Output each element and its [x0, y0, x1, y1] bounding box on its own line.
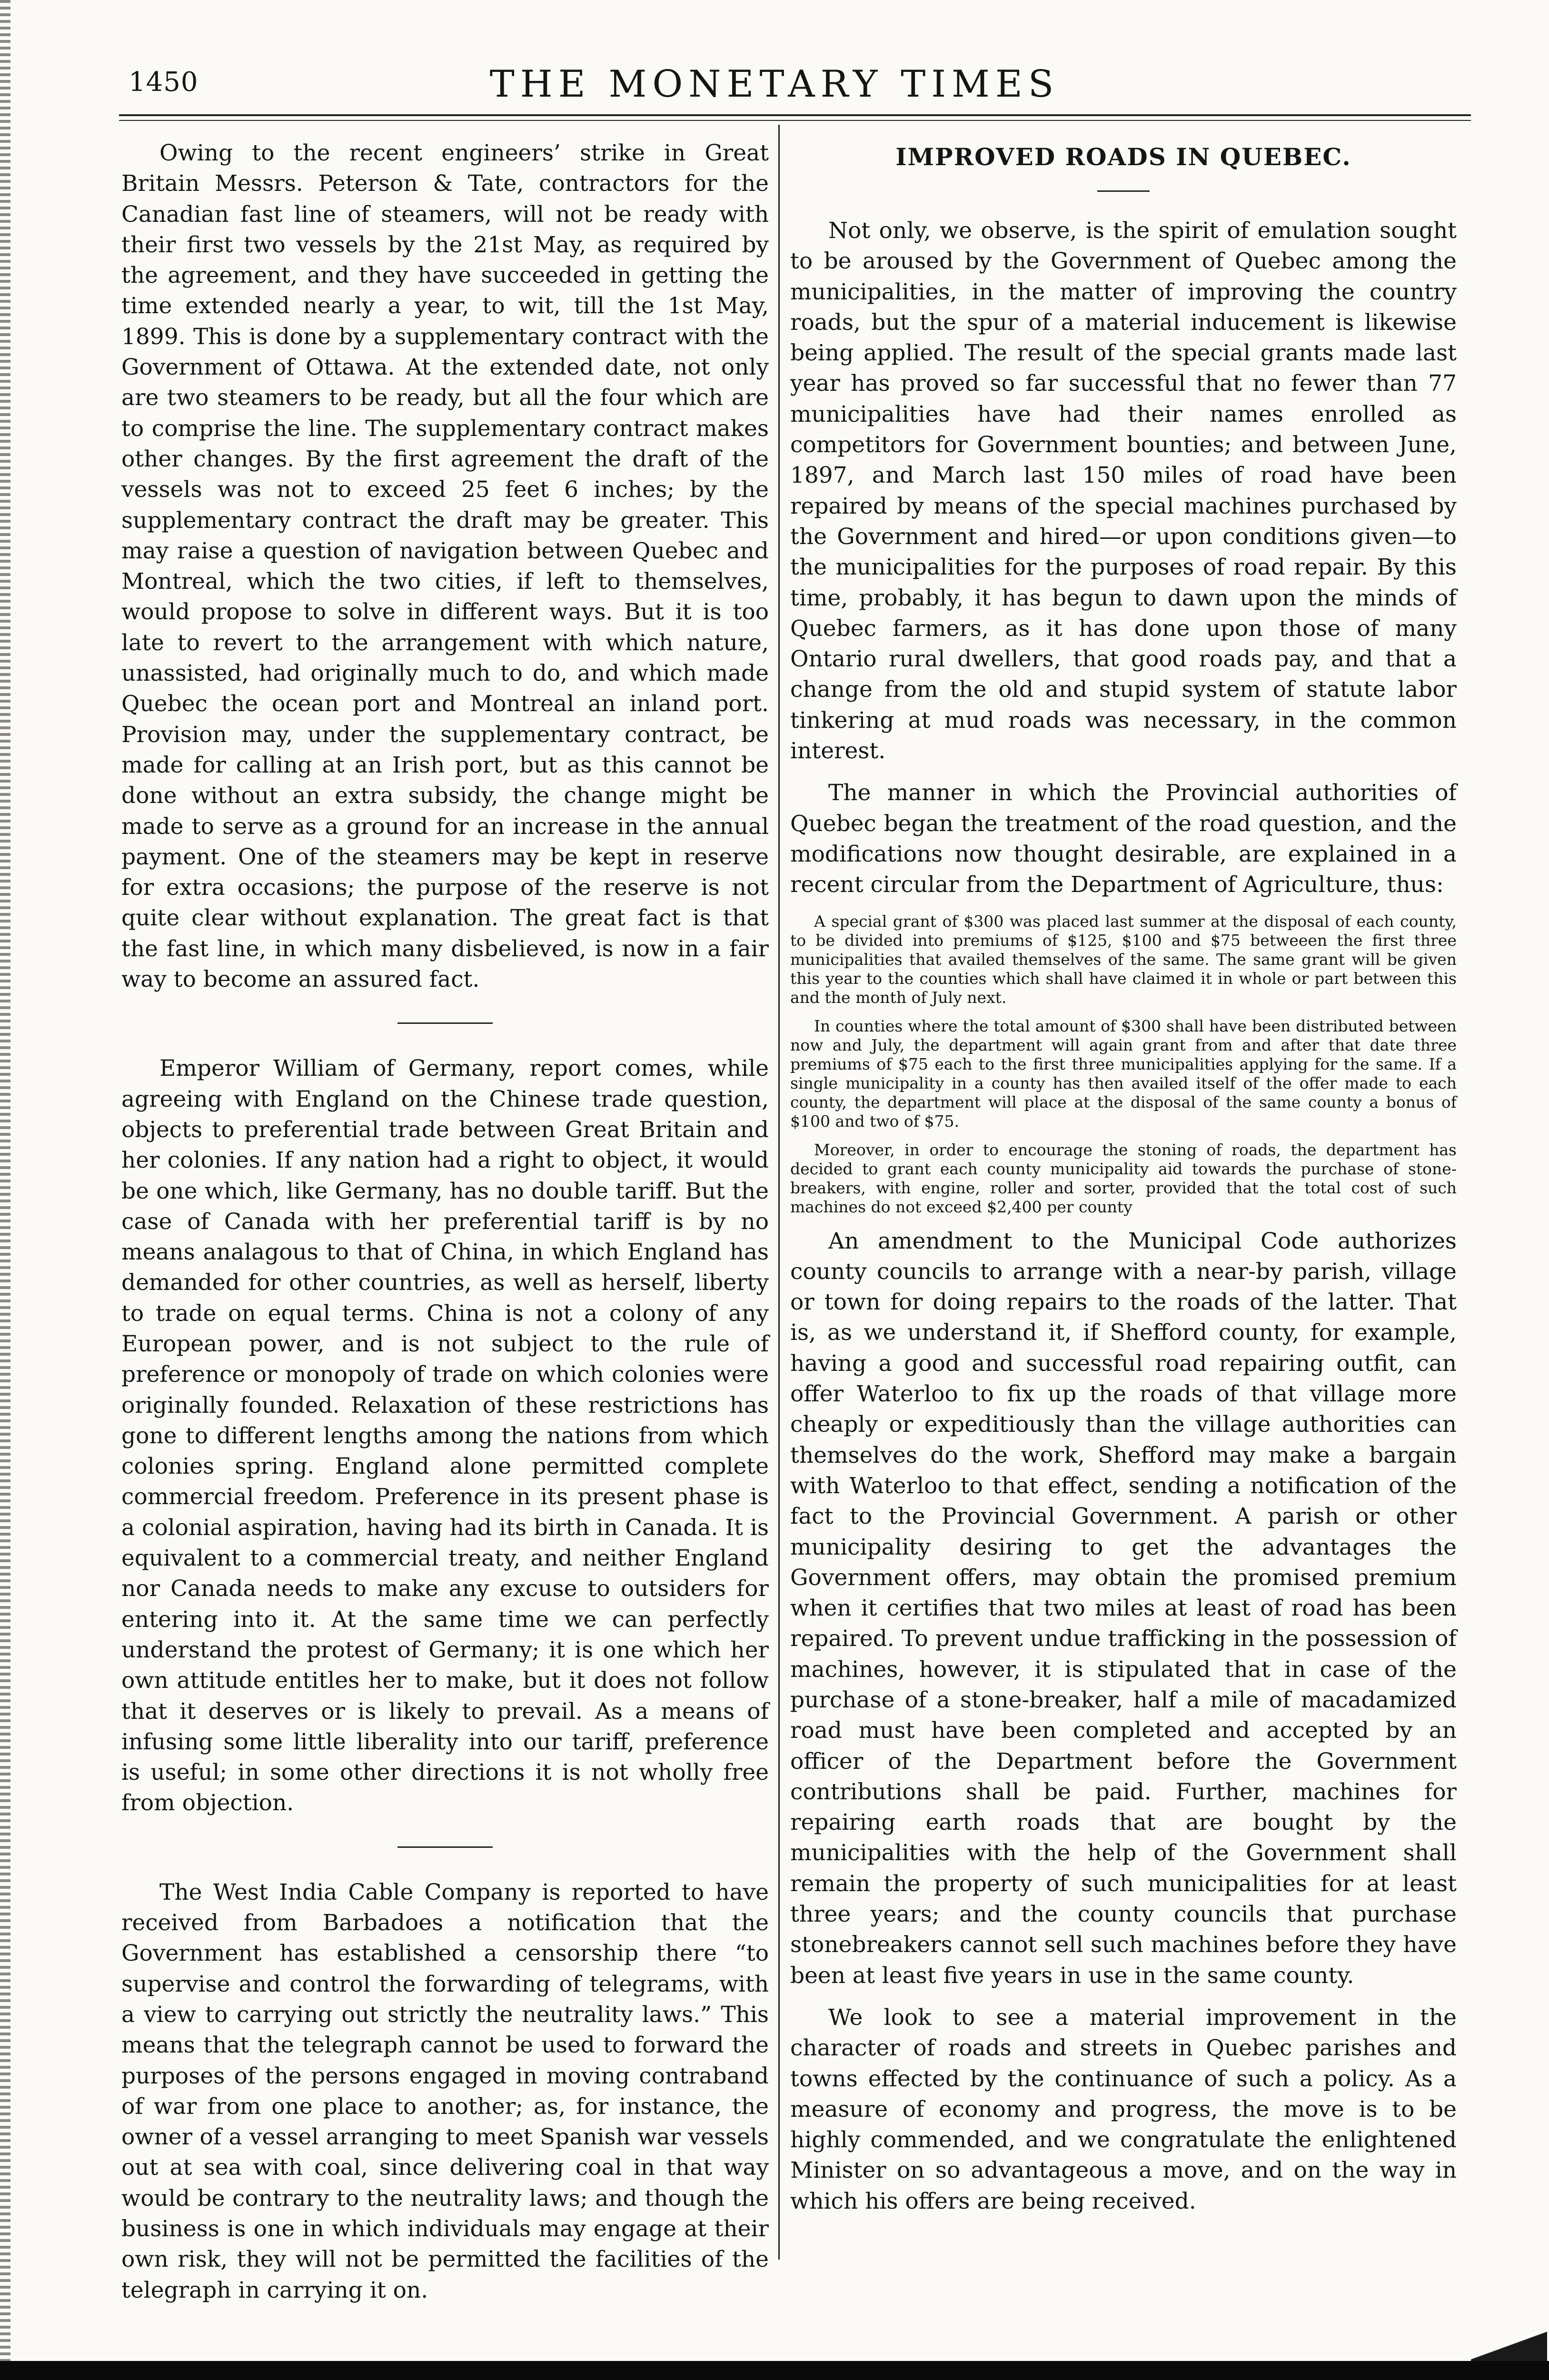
- circular-quote-3: Moreover, in order to encourage the stoning of roads, the department has decided to grant each county municipality aid towards the purchase of stone-breakers, with engine, roller and sorter, provided that the total cost of such machines do not exceed $2,400 per county: [790, 1140, 1457, 1216]
- right-column: [790, 138, 1457, 2217]
- roads-paragraph-1: Not only, we observe, is the spirit of emulation sought to be aroused by the Government of Quebec among the municipalities, in the matter of improving the country roads, but the spur of a material inducement is likewise being applied. The result of the special grants made last year has proved so far successful that no fewer than 77 municipalities have had their names enrolled as competitors for Government bounties; and between June, 1897, and March last 150 miles of road have been repaired by means of the special machines purchased by the Government and hired—or upon conditions given—to the municipalities for the purposes of road repair. By this time, probably, it has begun to dawn upon the minds of Quebec farmers, as it has done upon those of many Ontario rural dwellers, that good roads pay, and that a change from the old and stupid system of statute labor tinkering at mud roads was necessary, in the common interest.: [790, 218, 1457, 764]
- header-rule-thin: [119, 120, 1471, 121]
- section-separator: [397, 1022, 493, 1024]
- article-headline: IMPROVED ROADS IN QUEBEC.: [895, 143, 1351, 171]
- publication-title: THE MONETARY TIMES: [489, 63, 1060, 106]
- circular-quote-2: In counties where the total amount of $300 shall have been distributed between now and July, the department will again grant from and after that date three premiums of $75 each to the first three municipalities applying for the same. If a single municipality in a county has then availed itself of the offer made to each county, the department will place at the disposal of the same county a bonus of $100 and two of $75.: [790, 1016, 1457, 1130]
- page-number: 1450: [129, 67, 199, 98]
- header-rule: [119, 114, 1471, 116]
- scan-bottom-border: [0, 2361, 1549, 2380]
- roads-paragraph-4: We look to see a material improvement in the character of roads and streets in Quebec parishes and towns effected by the continuance of such a policy. As a measure of economy and progress, the move is to be highly commended, and we congratulate the enlightened Minister on so advantageous a move, and on the way in which his offers are being received.: [790, 2004, 1457, 2214]
- section-separator: [397, 1846, 493, 1848]
- article-cable-censorship: The West India Cable Company is reported to have received from Barbadoes a notification that the Government has established a censorship there “to supervise and control the forwarding of telegrams, with a view to carrying out strictly the neutrality laws.” This means that the telegraph cannot be used to forward the purposes of the persons engaged in moving contraband of war from one place to another; as, for instance, the owner of a vessel arranging to meet Spanish war vessels out at sea with coal, since delivering coal in that way would be contrary to the neutrality laws; and though the business is one in which individuals may engage at their own risk, they will not be permitted the facilities of the telegraph in carrying it on.: [121, 1879, 769, 2303]
- left-column: [121, 138, 769, 2306]
- article-germany-preference: Emperor William of Germany, report comes, while agreeing with England on the Chinese trade question, objects to preferential trade between Great Britain and her colonies. If any nation had a right to object, it would be one which, like Germany, has no double tariff. But the case of Canada with her preferential tariff is by no means analagous to that of China, in which England has demanded for other countries, as well as herself, liberty to trade on equal terms. China is not a colony of any European power, and is not subject to the rule of preference or monopoly of trade on which colonies were originally founded. Relaxation of these restrictions has gone to different lengths among the nations from which colonies spring. England alone permitted complete commercial freedom. Preference in its present phase is a colonial aspiration, having had its birth in Canada. It is equivalent to a commercial treaty, and neither England nor Canada needs to make any excuse to outsiders for entering into it. At the same time we can perfectly understand the protest of Germany; it is one which her own attitude entitles her to make, but it does not follow that it deserves or is likely to prevail. As a means of infusing some little liberality into our tariff, preference is useful; in some other directions it is not wholly free from objection.: [121, 1055, 769, 1816]
- column-divider: [778, 125, 780, 2260]
- roads-paragraph-3: An amendment to the Municipal Code authorizes county councils to arrange with a near-by parish, village or town for doing repairs to the roads of the latter. That is, as we understand it, if Shefford county, for example, having a good and successful road repairing outfit, can offer Waterloo to fix up the roads of that village more cheaply or expeditiously than the village authorities can themselves do the work, Shefford may make a bargain with Waterloo to that effect, sending a notification of the fact to the Provincial Government. A parish or other municipality desiring to get the advantages the Government offers, may obtain the promised premium when it certifies that two miles at least of road has been repaired. To prevent undue trafficking in the possession of machines, however, it is stipulated that in case of the purchase of a stone-breaker, half a mile of macadamized road must have been completed and accepted by an officer of the Department before the Government contributions shall be paid. Further, machines for repairing earth roads that are bought by the municipalities with the help of the Government shall remain the property of such municipalities for at least three years; and the county councils that purchase stonebreakers cannot sell such machines before they have been at least five years in use in the same county.: [790, 1228, 1457, 1989]
- scan-corner-artifact: [1471, 2323, 1547, 2361]
- circular-quote-1: A special grant of $300 was placed last summer at the disposal of each county, to be divided into premiums of $125, $100 and $75 betweeen the first three municipalities that availed themselves of the same. The same grant will be given this year to the counties which shall have claimed it in whole or part between this and the month of July next.: [790, 912, 1457, 1007]
- roads-paragraph-2: The manner in which the Provincial authorities of Quebec began the treatment of the road question, and the modifications now thought desirable, are explained in a recent circular from the Department of Agriculture, thus:: [790, 780, 1457, 898]
- page-edge-shadow: [0, 0, 10, 2361]
- headline-separator: [1097, 190, 1150, 192]
- article-steamers: Owing to the recent engineers’ strike in Great Britain Messrs. Peterson & Tate, contractors for the Canadian fast line of steamers, will not be ready with their first two vessels by the 21st May, as required by the agreement, and they have succeeded in getting the time extended nearly a year, to wit, till the 1st May, 1899. This is done by a supplementary contract with the Government of Ottawa. At the extended date, not only are two steamers to be ready, but all the four which are to comprise the line. The supplementary contract makes other changes. By the first agreement the draft of the vessels was not to exceed 25 feet 6 inches; by the supplementary contract the draft may be greater. This may raise a question of navigation between Quebec and Montreal, which the two cities, if left to themselves, would propose to solve in different ways. But it is too late to revert to the arrangement with which nature, unassisted, had originally much to do, and which made Quebec the ocean port and Montreal an inland port. Provision may, under the supplementary contract, be made for calling at an Irish port, but as this cannot be done without an extra subsidy, the change might be made to serve as a ground for an increase in the annual payment. One of the steamers may be kept in reserve for extra occasions; the purpose of the reserve is not quite clear without explanation. The great fact is that the fast line, in which many disbelieved, is now in a fair way to become an assured fact.: [121, 140, 769, 993]
